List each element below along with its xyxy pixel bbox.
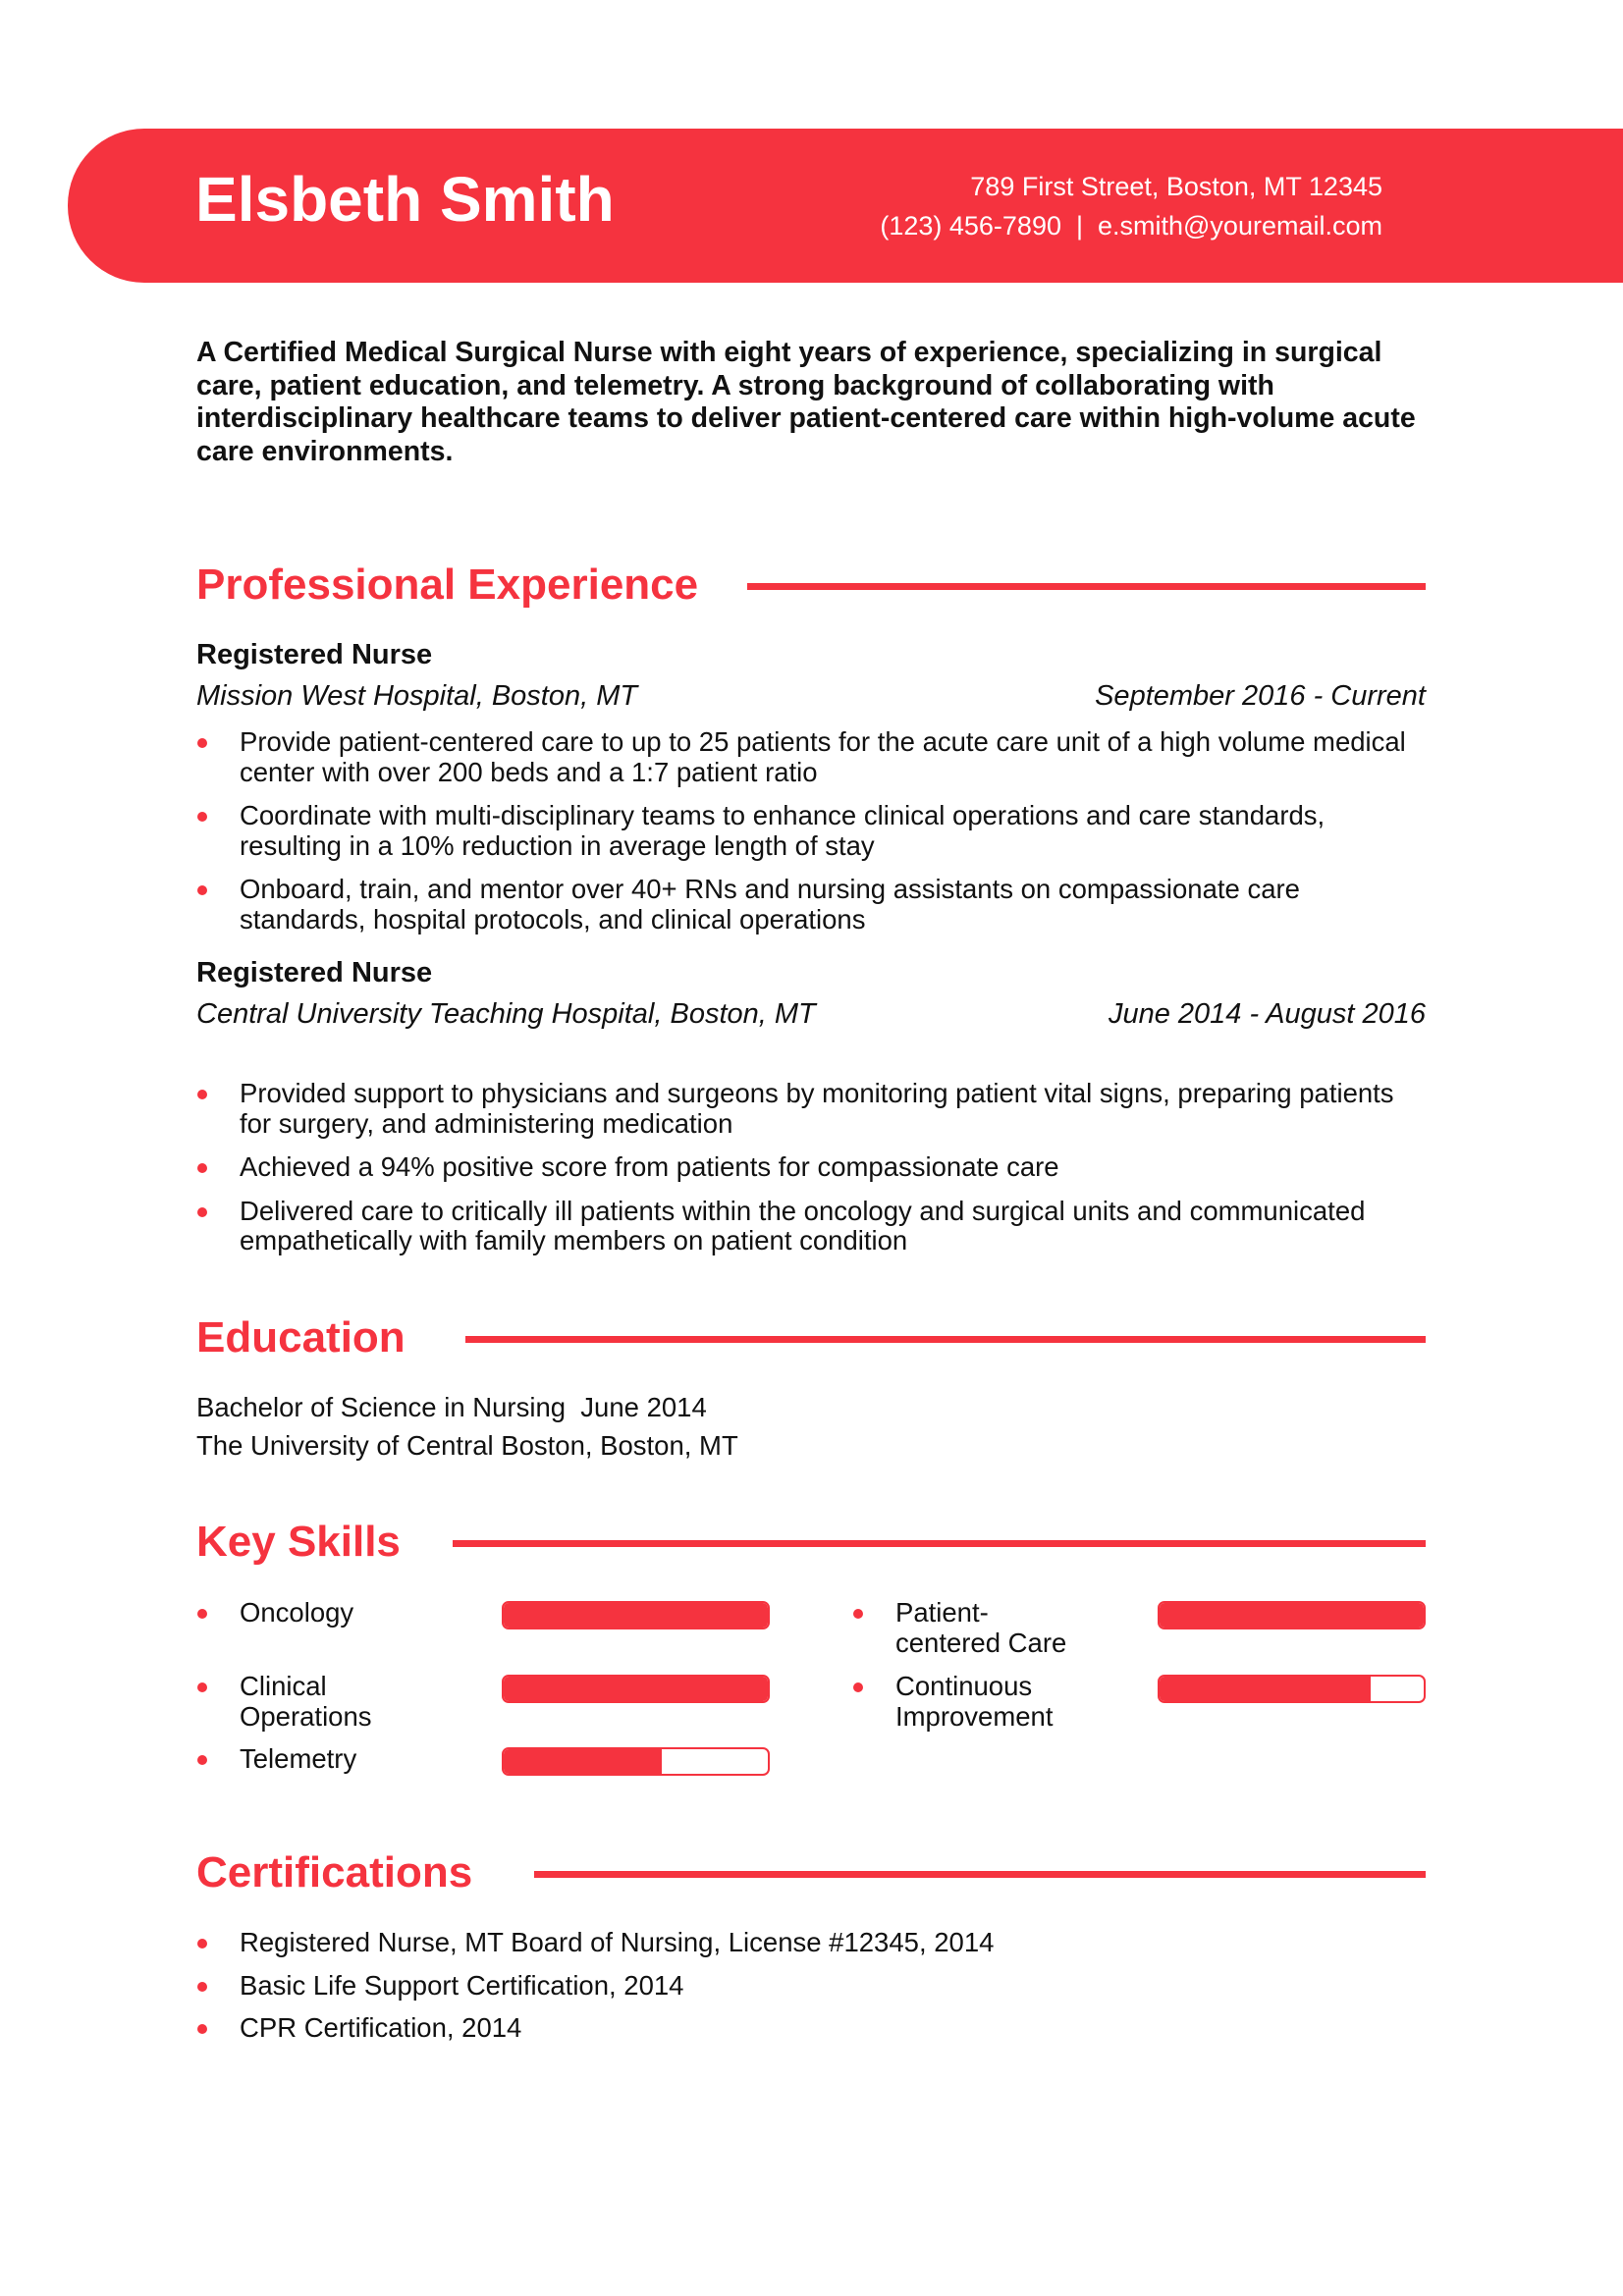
skills-section-header bbox=[196, 1515, 1426, 1570]
job-role: Registered Nurse bbox=[196, 639, 433, 670]
skill-label: Oncology bbox=[240, 1597, 354, 1628]
job-dates: June 2014 - August 2016 bbox=[1108, 998, 1426, 1030]
section-divider bbox=[747, 583, 1426, 590]
professional-summary: A Certified Medical Surgical Nurse with eight years of experience, specializing in surgical care, patient education, and telemetry. A strong background of collaborating with interdisciplinary healthcare teams to deliver patient-centered care within high-volume acute care environments. bbox=[196, 337, 1416, 467]
skill-item bbox=[196, 1672, 815, 1740]
job-bullets bbox=[196, 727, 1426, 948]
bullet-dot bbox=[197, 1755, 207, 1765]
certifications-title: Certifications bbox=[196, 1848, 473, 1896]
education-degree: Bachelor of Science in Nursing June 2014 bbox=[196, 1392, 707, 1422]
skill-item bbox=[196, 1744, 815, 1813]
list-item: Registered Nurse, MT Board of Nursing, License #12345, 2014 bbox=[196, 1928, 1426, 1958]
section-divider bbox=[534, 1871, 1426, 1878]
experience-title: Professional Experience bbox=[196, 561, 699, 609]
experience-section-header bbox=[196, 558, 1426, 613]
skill-item bbox=[852, 1598, 1471, 1667]
skill-level-fill bbox=[504, 1677, 768, 1701]
bullet-dot bbox=[853, 1682, 863, 1692]
bullet-dot bbox=[197, 1682, 207, 1692]
education-school: The University of Central Boston, Boston, MT bbox=[196, 1430, 738, 1461]
job-organization: Central University Teaching Hospital, Boston, MT bbox=[196, 998, 816, 1030]
list-item: Delivered care to critically ill patients within the oncology and surgical units and communicated empathetically with family members on patient condition bbox=[196, 1197, 1426, 1256]
skill-level-bar bbox=[502, 1675, 770, 1703]
list-item: Achieved a 94% positive score from patients for compassionate care bbox=[196, 1152, 1426, 1183]
bullet-dot bbox=[197, 1609, 207, 1619]
job-dates: September 2016 - Current bbox=[1095, 680, 1426, 712]
skill-label: Patient-centered Care bbox=[895, 1597, 1067, 1658]
address: 789 First Street, Boston, MT 12345 bbox=[970, 172, 1382, 201]
skill-level-bar bbox=[502, 1747, 770, 1776]
skill-level-fill bbox=[1160, 1677, 1371, 1701]
skill-level-fill bbox=[504, 1749, 662, 1774]
skill-label: Continuous Improvement bbox=[895, 1671, 1054, 1732]
job-bullets bbox=[196, 1079, 1426, 1270]
list-item: CPR Certification, 2014 bbox=[196, 2013, 1426, 2044]
list-item: Provided support to physicians and surgeons by monitoring patient vital signs, preparing patients for surgery, and administering medication bbox=[196, 1079, 1426, 1139]
job-role: Registered Nurse bbox=[196, 957, 433, 988]
certifications-list bbox=[196, 1928, 1426, 2056]
list-item: Onboard, train, and mentor over 40+ RNs and nursing assistants on compassionate care standards, hospital protocols, and clinical operations bbox=[196, 875, 1426, 934]
education-section-header bbox=[196, 1310, 1426, 1365]
list-item: Coordinate with multi-disciplinary teams to enhance clinical operations and care standards, resulting in a 10% reduction in average length of stay bbox=[196, 801, 1426, 861]
phone-email: (123) 456-7890 | e.smith@youremail.com bbox=[880, 211, 1382, 240]
skill-item bbox=[852, 1672, 1471, 1740]
certifications-section-header bbox=[196, 1845, 1426, 1900]
skill-level-fill bbox=[1160, 1603, 1424, 1628]
list-item: Provide patient-centered care to up to 25 patients for the acute care unit of a high volume medical center with over 200 beds and a 1:7 patient ratio bbox=[196, 727, 1426, 787]
skill-label: Clinical Operations bbox=[240, 1671, 372, 1732]
skill-label: Telemetry bbox=[240, 1743, 357, 1774]
candidate-name: Elsbeth Smith bbox=[195, 164, 615, 235]
section-divider bbox=[453, 1540, 1426, 1547]
section-divider bbox=[465, 1336, 1426, 1343]
skill-level-bar bbox=[1158, 1601, 1426, 1629]
skill-level-bar bbox=[1158, 1675, 1426, 1703]
education-title: Education bbox=[196, 1313, 406, 1362]
contact-info bbox=[880, 167, 1382, 245]
header-banner bbox=[68, 129, 1623, 283]
job-organization: Mission West Hospital, Boston, MT bbox=[196, 680, 638, 712]
bullet-dot bbox=[853, 1609, 863, 1619]
skill-level-fill bbox=[504, 1603, 768, 1628]
skill-level-bar bbox=[502, 1601, 770, 1629]
skills-title: Key Skills bbox=[196, 1518, 401, 1566]
list-item: Basic Life Support Certification, 2014 bbox=[196, 1971, 1426, 2002]
skill-item bbox=[196, 1598, 815, 1667]
